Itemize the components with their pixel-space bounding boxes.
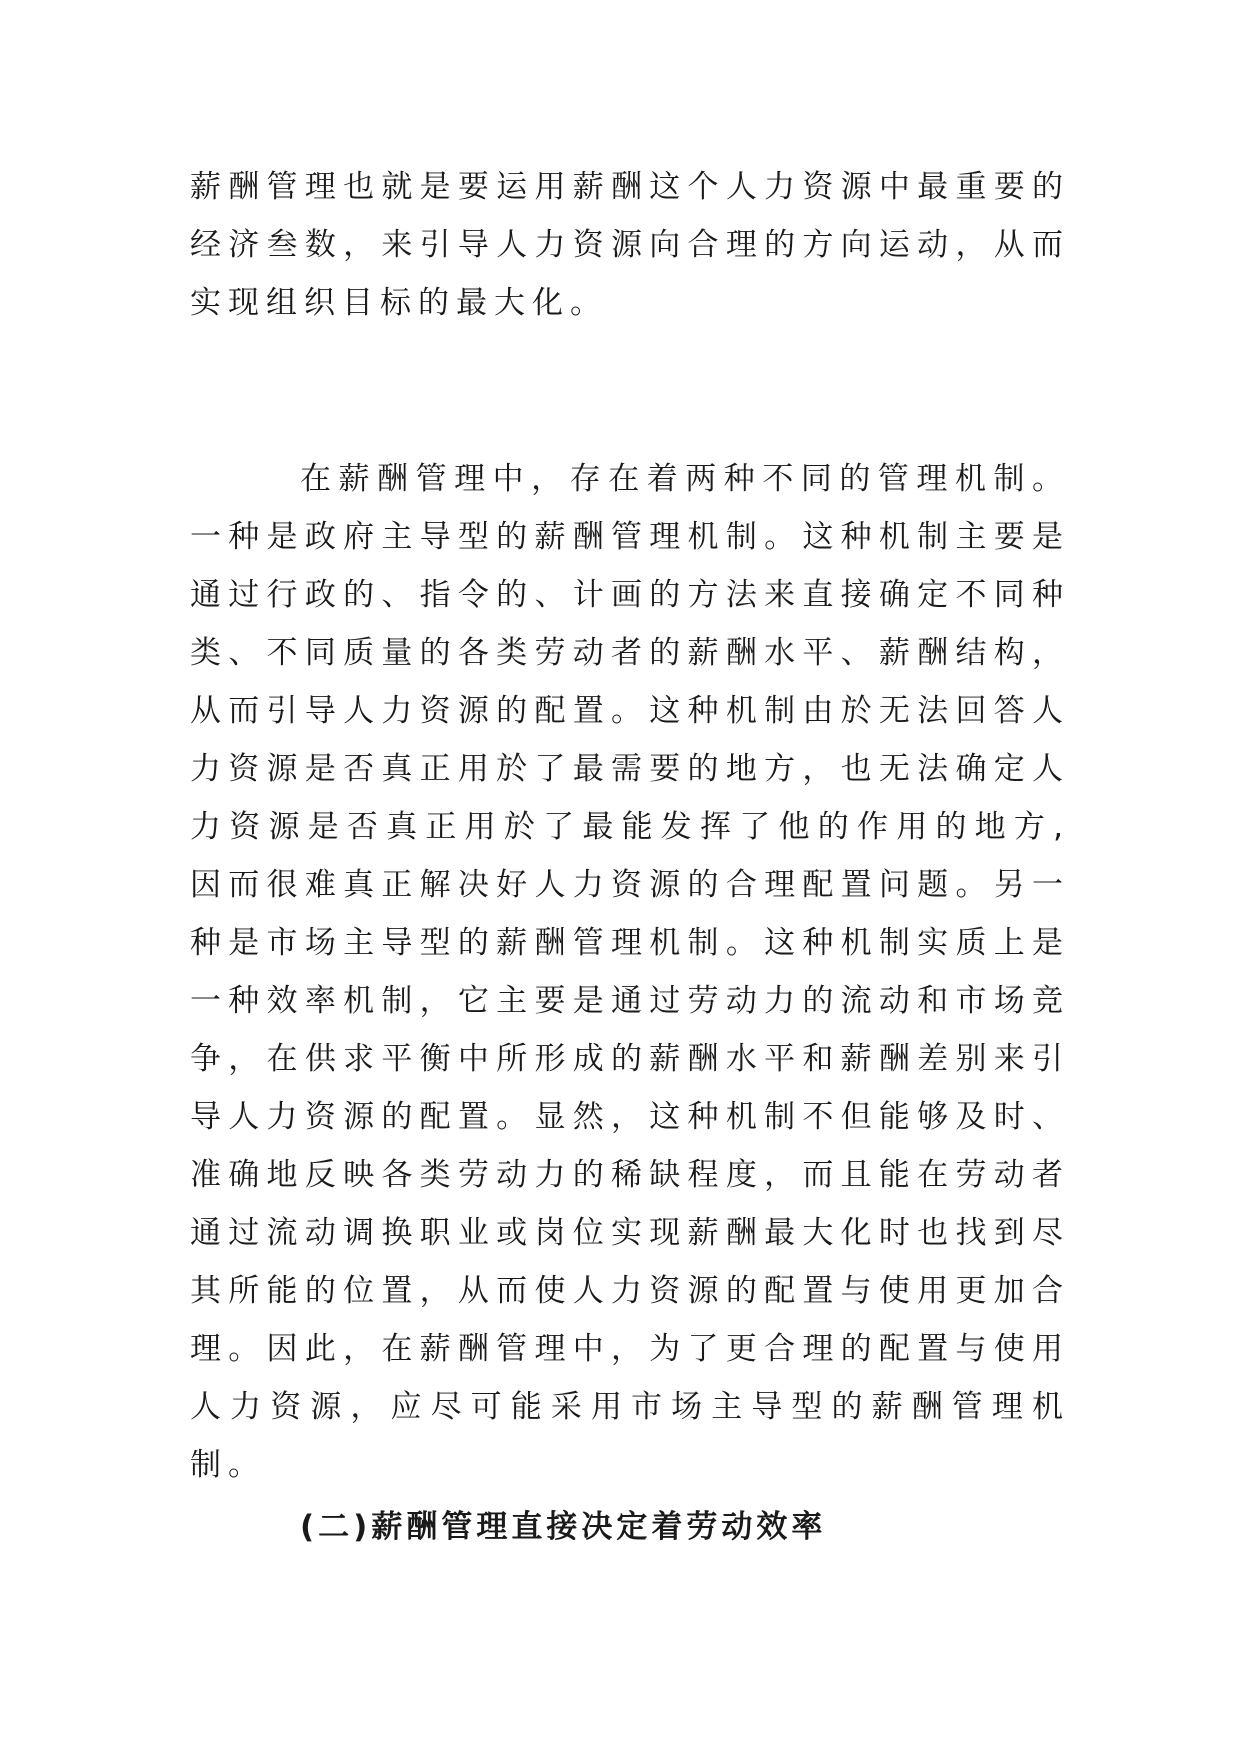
paragraph-salary-management-definition: 薪酬管理也就是要运用薪酬这个人力资源中最重要的经济叁数，来引导人力资源向合理的方向运动，从而实现组织目标的最大化。 — [190, 169, 1070, 321]
section-heading: (二)薪酬管理直接决定着劳动效率 — [300, 1509, 827, 1545]
paragraph-management-mechanisms: 在薪酬管理中，存在着两种不同的管理机制。一种是政府主导型的薪酬管理机制。这种机制主要是通过行政的、指令的、计画的方法来直接确定不同种类、不同质量的各类劳动者的薪酬水平、薪酬结构，从而引导人力资源的配置。这种机制由於无法回答人力资源是否真正用於了最需要的地方，也无法确定人力资源是否真正用於了最能发挥了他的作用的地方,因而很难真正解决好人力资源的合理配置问题。另一种是市场主导型的薪酬管理机制。这种机制实质上是一种效率机制，它主要是通过劳动力的流动和市场竞争，在供求平衡中所形成的薪酬水平和薪酬差别来引导人力资源的配置。显然，这种机制不但能够及时、准确地反映各类劳动力的稀缺程度，而且能在劳动者通过流动调换职业或岗位实现薪酬最大化时也找到尽其所能的位置，从而使人力资源的配置与使用更加合理。因此，在薪酬管理中，为了更合理的配置与使用人力资源，应尽可能采用市场主导型的薪酬管理机制。 — [190, 461, 1070, 1483]
